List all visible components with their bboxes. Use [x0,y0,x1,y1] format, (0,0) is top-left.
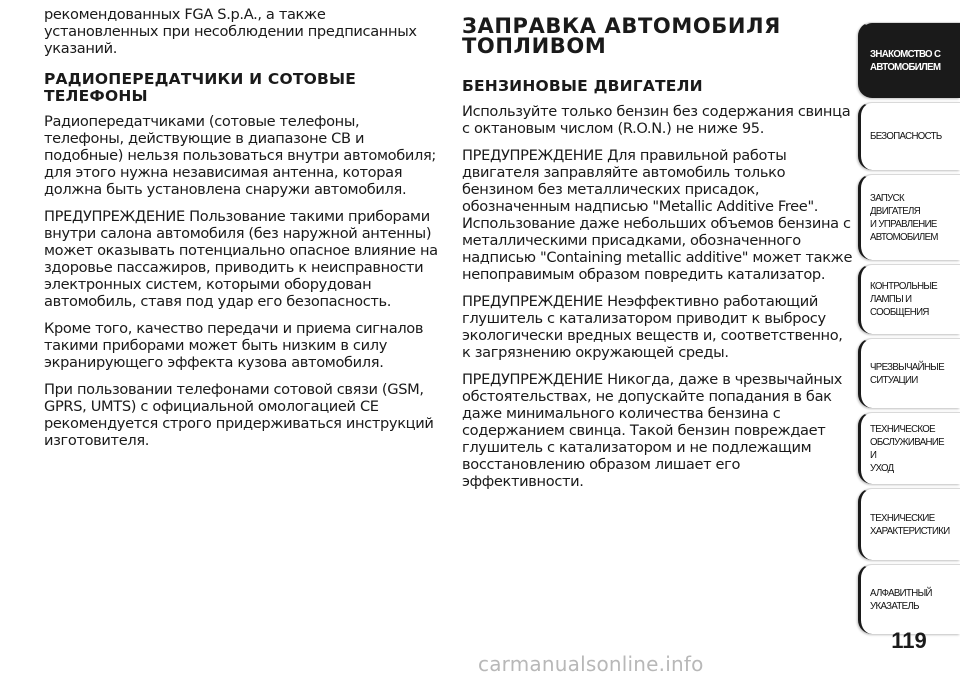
additive-warning-paragraph: ПРЕДУПРЕЖДЕНИЕ Для правильной работы двигателя заправляйте автомобиль только бензином без металлических присадок, обозначенным надписью "Metallic Additive Free". Использование даже небольших объемов бензина с металлическими присадками, обозначенного надписью "Containing metallic additive" может также непоправимым образом повредить катализатор. [462,147,853,283]
tab-label: КОНТРОЛЬНЫЕ ЛАМПЫ И СООБЩЕНИЯ [870,280,938,318]
gsm-paragraph: При пользовании телефонами сотовой связи (GSM, GPRS, UMTS) с официальной омологацией CE рекомендуется строго придерживаться инструкций изготовителя. [44,381,434,449]
tab-technical-specifications[interactable] [858,488,960,560]
watermark: carmanualsonline.info [478,652,704,676]
page-title: ЗАПРАВКА АВТОМОБИЛЯ ТОПЛИВОМ [462,14,781,58]
section-heading-radio: РАДИОПЕРЕДАТЧИКИ И СОТОВЫЕ ТЕЛЕФОНЫ [44,70,357,105]
tab-label: ТЕХНИЧЕСКИЕ ХАРАКТЕРИСТИКИ [870,511,950,537]
tab-label: ЗНАКОМСТВО С АВТОМОБИЛЕМ [870,47,941,73]
tab-getting-to-know-vehicle[interactable] [858,22,960,98]
tab-starting-and-driving[interactable] [858,174,960,260]
tab-warning-lights[interactable] [858,264,960,334]
leaded-fuel-warning-paragraph: ПРЕДУПРЕЖДЕНИЕ Никогда, даже в чрезвычайных обстоятельствах, не допускайте попадания в бак даже минимального количества бензина с содержанием свинца. Такой бензин повреждает глушитель с катализатором и не подлежащим восстановлению образом лишает его эффективности. [462,371,843,490]
radio-warning-paragraph: ПРЕДУПРЕЖДЕНИЕ Пользование такими приборами внутри салона автомобиля (без наружной антенны) может оказывать потенциально опасное влияние на здоровье пассажиров, приводить к неисправности электронных систем, которыми оборудован автомобиль, ставя под удар его безопасность. [44,208,438,310]
tab-safety[interactable] [858,102,960,170]
tab-label: ТЕХНИЧЕСКОЕ ОБСЛУЖИВАНИЕ И УХОД [870,422,944,474]
section-heading-petrol: БЕНЗИНОВЫЕ ДВИГАТЕЛИ [462,77,703,95]
petrol-paragraph: Используйте только бензин без содержания свинца с октановым числом (R.O.N.) не ниже 95. [462,103,851,137]
radio-paragraph: Радиопередатчиками (сотовые телефоны, телефоны, действующие в диапазоне CB и подобные) нельзя пользоваться внутри автомобиля; для этого нужна независимая антенна, которая должна быть установлена снаружи автомобиля. [44,113,436,198]
tab-index[interactable] [858,564,960,634]
signal-quality-paragraph: Кроме того, качество передачи и приема сигналов такими приборами может быть низким в силу экранирующего эффекта кузова автомобиля. [44,320,424,371]
tab-label: БЕЗОПАСНОСТЬ [870,130,942,142]
chapter-tabs [858,22,960,638]
page-number: 119 [891,628,927,653]
left-column [44,6,440,459]
tab-label: ЗАПУСК ДВИГАТЕЛЯ И УПРАВЛЕНИЕ АВТОМОБИЛЕМ [870,191,938,243]
catalyst-warning-paragraph: ПРЕДУПРЕЖДЕНИЕ Неэффективно работающий глушитель с катализатором приводит к выбросу экологически вредных веществ и, соответственно, к загрязнению окружающей среды. [462,293,843,361]
tab-label: АЛФАВИТНЫЙ УКАЗАТЕЛЬ [870,586,932,612]
tab-maintenance[interactable] [858,412,960,484]
intro-paragraph: рекомендованных FGA S.p.A., а также установленных при несоблюдении предписанных указаний. [44,6,417,57]
right-column [462,6,854,500]
tab-emergencies[interactable] [858,338,960,408]
tab-label: ЧРЕЗВЫЧАЙНЫЕ СИТУАЦИИ [870,360,945,386]
